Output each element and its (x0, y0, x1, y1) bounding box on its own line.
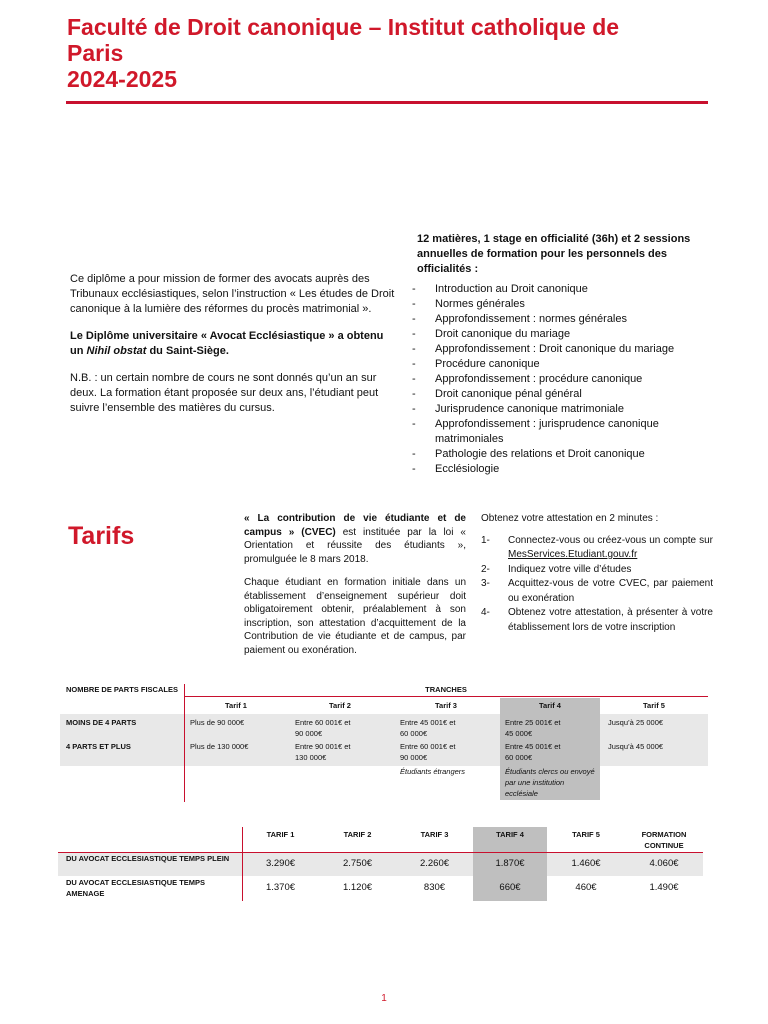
parts-header: NOMBRE DE PARTS FISCALES (66, 685, 178, 694)
cvec-steps (481, 512, 713, 635)
table-cell: Entre 60 001€ et 90 000€ (400, 742, 456, 762)
title-divider (66, 101, 708, 104)
table-cell: Plus de 130 000€ (190, 742, 249, 751)
subjects-list (410, 282, 710, 477)
list-item: - Droit canonique du mariage (410, 327, 710, 342)
list-item: - Jurisprudence canonique matrimoniale (410, 402, 710, 417)
list-item: - Introduction au Droit canonique (410, 282, 710, 297)
list-item: - Pathologie des relations et Droit canonique (410, 447, 710, 462)
table-cell: 4.060€ (649, 858, 679, 869)
note-foreign-students: Étudiants étrangers (400, 767, 466, 776)
title-line-1: Faculté de Droit canonique – Institut catholique de (67, 14, 620, 40)
list-item: - Droit canonique pénal général (410, 387, 710, 402)
messervices-link[interactable]: MesServices.Etudiant.gouv.fr (508, 549, 638, 560)
subjects-heading: 12 matières, 1 stage en officialité (36h) et 2 sessions annuelles de formation pour les personnels des officialités : (417, 233, 691, 275)
table-cell: Jusqu’à 25 000€ (608, 718, 664, 727)
col-tarif4: TARIF 4 (496, 830, 524, 839)
steps-lead: Obtenez votre attestation en 2 minutes : (481, 513, 659, 524)
table-cell: Jusqu’à 45 000€ (608, 742, 664, 751)
subjects-section (410, 232, 710, 477)
table-cell: 1.120€ (342, 882, 373, 893)
row2-label: 4 PARTS ET PLUS (66, 742, 131, 751)
row1-label: MOINS DE 4 PARTS (66, 718, 137, 727)
list-item: - Normes générales (410, 297, 710, 312)
col-formation-continue: FORMATION CONTINUE (641, 830, 687, 850)
header-rule (184, 696, 708, 697)
table-cell: Plus de 90 000€ (190, 718, 245, 727)
col-tarif5: TARIF 5 (572, 830, 600, 839)
table-cell: 1.460€ (571, 858, 601, 869)
col-tarif4: Tarif 4 (539, 701, 561, 710)
title-line-3: 2024-2025 (67, 66, 177, 92)
intro-paragraph-1: Ce diplôme a pour mission de former des avocats auprès des Tribunaux ecclésiastiques, selon l’instruction « Les études de Droit canonique à la lumière des réformes du procès matrimonial ». (70, 273, 395, 315)
table-cell: Entre 45 001€ et 60 000€ (400, 718, 456, 738)
cvec-section (244, 512, 466, 667)
list-item: 1- Connectez-vous ou créez-vous un compte sur MesServices.Etudiant.gouv.fr (481, 534, 713, 560)
tranches-table (60, 684, 708, 802)
table-cell: Entre 90 001€ et 130 000€ (295, 742, 351, 762)
intro-section (70, 272, 396, 428)
table-cell: 3.290€ (265, 858, 296, 869)
intro-paragraph-2: Le Diplôme universitaire « Avocat Ecclésiastique » a obtenu un Nihil obstat du Saint-Siège. (70, 330, 384, 357)
tarifs-heading: Tarifs (68, 522, 135, 550)
table-cell: Entre 60 001€ et 90 000€ (295, 718, 351, 738)
list-item: 2- Indiquez votre ville d’études (481, 563, 632, 575)
table-cell: 2.750€ (342, 858, 373, 869)
col-tarif2: Tarif 2 (329, 701, 351, 710)
col-tarif1: TARIF 1 (266, 830, 295, 839)
table-cell: 460€ (575, 882, 597, 893)
intro-note: N.B. : un certain nombre de cours ne sont donnés qu’un an sur deux. La formation étant proposée sur deux ans, l’étudiant peut suivre l’ensemble des matières du cursus. (70, 372, 379, 414)
table-cell: 1.490€ (649, 882, 679, 893)
list-item: - Ecclésiologie (410, 462, 710, 477)
row2-label: DU AVOCAT ECCLESIASTIQUE TEMPS AMENAGE (66, 878, 206, 898)
list-item: - Procédure canonique (410, 357, 710, 372)
list-item: 3- Acquittez-vous de votre CVEC, par paiement ou exonération (481, 578, 713, 604)
list-item: - Approfondissement : Droit canonique du mariage (410, 342, 710, 357)
tranches-header: TRANCHES (425, 685, 467, 694)
note-clerics: Étudiants clercs ou envoyé par une institution ecclésiale (505, 767, 595, 798)
prices-table (58, 825, 708, 905)
table-cell: 1.370€ (265, 882, 296, 893)
list-item: 4- Obtenez votre attestation, à présenter à votre établissement lors de votre inscription (481, 607, 713, 633)
table-cell: 1.870€ (495, 858, 525, 869)
list-item: - Approfondissement : jurisprudence canonique matrimoniales (410, 417, 710, 447)
col-tarif1: Tarif 1 (225, 701, 247, 710)
col-tarif5: Tarif 5 (643, 701, 665, 710)
table-cell: 660€ (499, 882, 521, 893)
row1-label: DU AVOCAT ECCLESIASTIQUE TEMPS PLEIN (66, 854, 230, 863)
steps-list (481, 534, 713, 636)
table-cell: Entre 25 001€ et 45 000€ (505, 718, 561, 738)
table-cell: 2.260€ (419, 858, 450, 869)
cvec-paragraph-1: « La contribution de vie étudiante et de campus » (CVEC) est instituée par la loi « Orientation et réussite des étudiants », promulguée le 8 mars 2018. (244, 513, 466, 565)
table-cell: 830€ (423, 882, 446, 893)
table-cell: Entre 45 001€ et 60 000€ (505, 742, 561, 762)
col-tarif3: Tarif 3 (435, 701, 457, 710)
list-item: - Approfondissement : normes générales (410, 312, 710, 327)
cvec-paragraph-2: Chaque étudiant en formation initiale dans un établissement d’enseignement supérieur doit obligatoirement obtenir, préalablement à son inscription, son attestation d’acquittement de la Contribution de vie étudiante et de campus, par paiement ou exonération. (244, 577, 466, 656)
list-item: - Approfondissement : procédure canonique (410, 372, 710, 387)
page-number: 1 (381, 993, 387, 1004)
col-tarif3: TARIF 3 (420, 830, 449, 839)
page-title (67, 14, 717, 92)
col-tarif2: TARIF 2 (343, 830, 372, 839)
title-line-2: Paris (67, 40, 124, 66)
